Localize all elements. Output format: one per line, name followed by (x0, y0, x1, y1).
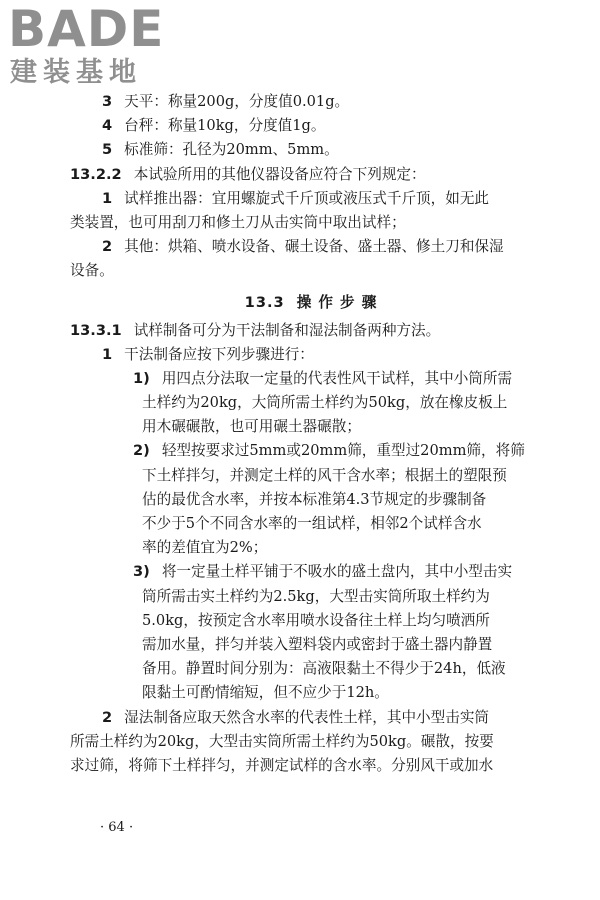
logo-subtitle: 建装基地 (10, 57, 142, 88)
text-line (76, 464, 546, 488)
text-line (76, 560, 546, 584)
page-number: · 64 · (100, 820, 134, 835)
text-line (76, 114, 546, 138)
line-text: 所需土样约为20kg，大型击实筒所需土样约为50kg。碾散，按要 (70, 732, 494, 750)
line-text: 湿法制备应取天然含水率的代表性土样，其中小型击实筒 (124, 708, 490, 726)
line-text: 干法制备应按下列步骤进行： (124, 345, 314, 363)
clause-number: 13.2.2 (70, 165, 122, 183)
document-body (70, 90, 546, 778)
line-text: 将一定量土样平铺于不吸水的盛土盘内，其中小型击实 (161, 563, 513, 581)
text-line (76, 609, 546, 633)
line-text: 标准筛：孔径为20mm、5mm。 (124, 141, 339, 159)
clause-number: 5 (102, 141, 113, 159)
clause-number: 1) (133, 369, 150, 387)
clause-number: 1 (102, 189, 113, 207)
line-text: 土样约为20kg，大筒所需土样约为50kg，放在橡皮板上 (142, 394, 508, 412)
line-text: 试样推出器：宜用螺旋式千斤顶或液压式千斤顶，如无此 (124, 189, 490, 207)
text-line (76, 488, 546, 512)
line-text: 率的差值宜为2%； (142, 539, 268, 557)
line-text: 估的最优含水率，并按本标准第4.3节规定的步骤制备 (142, 490, 487, 508)
text-line (76, 138, 546, 162)
clause-number: 2 (102, 238, 113, 256)
line-text: 轻型按要求过5mm或20mm筛，重型过20mm筛，将筛 (161, 442, 525, 460)
line-text: 限黏土可酌情缩短，但不应少于12h。 (142, 684, 389, 702)
line-text: 备用。静置时间分别为：高液限黏土不得少于24h，低液 (142, 660, 506, 678)
text-line (70, 754, 546, 778)
text-line (70, 730, 546, 754)
text-line (76, 235, 546, 259)
line-text: 其他：烘箱、喷水设备、碾土设备、盛土器、修土刀和保湿 (124, 238, 504, 256)
section-title: 操 作 步 骤 (296, 293, 378, 311)
line-text: 本试验所用的其他仪器设备应符合下列规定： (133, 165, 426, 183)
text-line (76, 187, 546, 211)
text-line (76, 439, 546, 463)
section-heading (76, 291, 546, 312)
clause-number: 2) (133, 442, 150, 460)
text-line (76, 391, 546, 415)
clause-number: 3 (102, 93, 113, 110)
line-text: 用木碾碾散，也可用碾土器碾散； (142, 418, 361, 436)
line-text: 需加水量，拌匀并装入塑料袋内或密封于盛土器内静置 (142, 635, 493, 653)
text-line (76, 633, 546, 657)
clause-number: 1 (102, 345, 113, 363)
text-line (70, 163, 546, 187)
bade-logo (8, 2, 178, 90)
line-text: 不少于5个不同含水率的一组试样，相邻2个试样含水 (142, 515, 482, 532)
text-line (76, 536, 546, 560)
line-text: 筒所需击实土样约为2.5kg，大型击实筒所取土样约为 (142, 587, 490, 605)
line-text: 天平：称量200g，分度值0.01g。 (124, 93, 350, 110)
line-text: 设备。 (70, 262, 114, 280)
paragraph-block-1 (70, 90, 546, 284)
text-line (76, 343, 546, 367)
text-line (70, 211, 546, 235)
line-text: 试样制备可分为干法制备和湿法制备两种方法。 (133, 321, 441, 339)
text-line (76, 415, 546, 439)
section-number: 13.3 (244, 293, 285, 311)
line-text: 台秤：称量10kg，分度值1g。 (124, 117, 326, 135)
text-line (76, 681, 546, 705)
text-line (76, 367, 546, 391)
text-line (76, 706, 546, 730)
line-text: 5.0kg，按预定含水率用喷水设备往土样上均匀喷洒所 (142, 611, 490, 629)
clause-number: 3) (133, 563, 150, 581)
text-line (76, 585, 546, 609)
line-text: 类装置，也可用刮刀和修土刀从击实筒中取出试样； (70, 213, 406, 231)
text-line (76, 512, 546, 536)
clause-number: 2 (102, 708, 113, 726)
logo-wordmark: BADE (8, 0, 165, 58)
text-line (76, 90, 546, 114)
clause-number: 4 (102, 117, 113, 135)
text-line (70, 319, 546, 343)
line-text: 求过筛，将筛下土样拌匀，并测定试样的含水率。分别风干或加水 (70, 756, 494, 774)
paragraph-block-2 (70, 319, 546, 779)
line-text: 下土样拌匀，并测定土样的风干含水率；根据土的塑限预 (142, 466, 507, 484)
text-line (70, 259, 546, 283)
clause-number: 13.3.1 (70, 321, 122, 339)
text-line (76, 657, 546, 681)
line-text: 用四点分法取一定量的代表性风干试样，其中小筒所需 (161, 369, 513, 387)
